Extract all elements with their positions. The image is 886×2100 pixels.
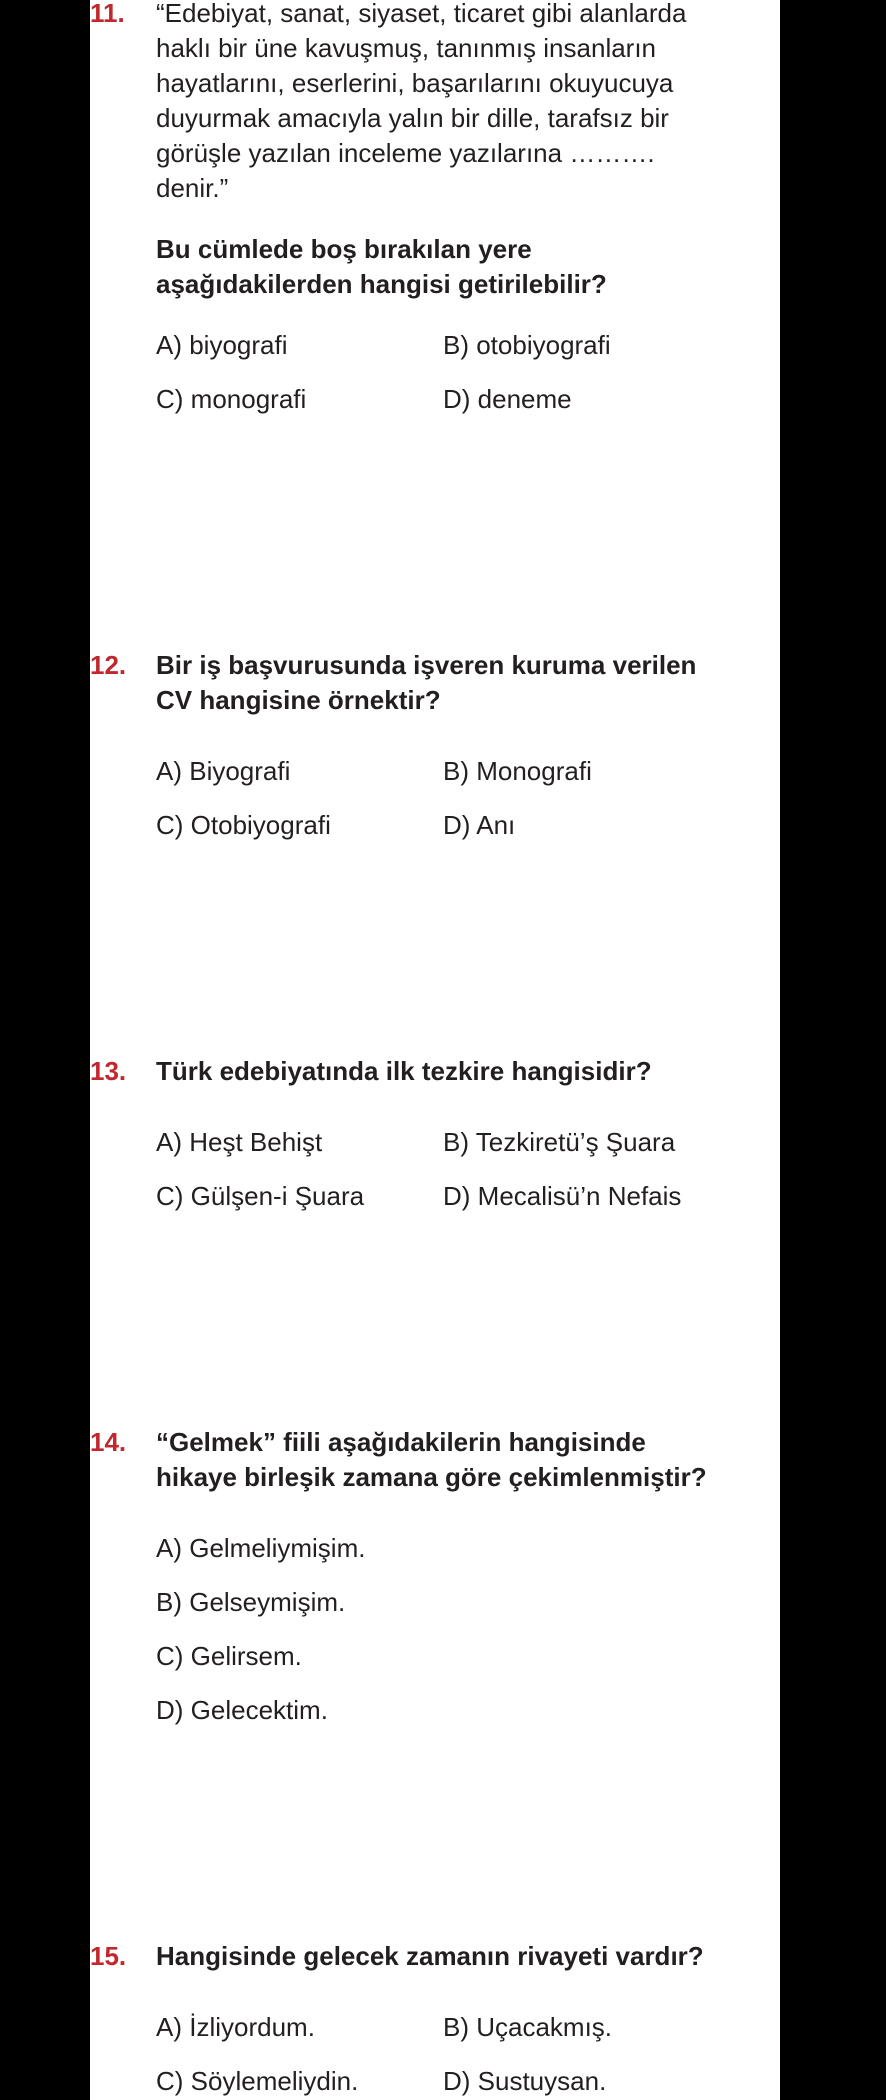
option-d[interactable]: D) Gelecektim. [156,1695,328,1725]
question-number: 12. [90,650,127,680]
passage-line: duyurmak amacıyla yalın bir dille, tarafsız bir [156,103,669,133]
question-prompt: aşağıdakilerden hangisi getirilebilir? [156,269,607,299]
option-c[interactable]: C) monografi [156,384,307,414]
passage-line: hayatlarını, eserlerini, başarılarını okuyucuya [156,68,674,98]
option-b[interactable]: B) otobiyografi [443,330,611,360]
option-a[interactable]: A) Biyografi [156,756,291,786]
option-c[interactable]: C) Gelirsem. [156,1641,302,1671]
question-body [156,648,780,840]
option-a[interactable]: A) Gelmeliymişim. [156,1533,366,1563]
question-prompt: Hangisinde gelecek zamanın rivayeti vardır? [156,1941,704,1971]
option-d[interactable]: D) deneme [443,384,572,414]
question-body [156,0,780,417]
option-d[interactable]: D) Mecalisü’n Nefais [443,1181,682,1211]
passage-line: görüşle yazılan inceleme yazılarına ………. [156,138,655,168]
question-number: 11. [90,0,125,28]
option-b[interactable]: B) Uçacakmış. [443,2012,613,2042]
option-c[interactable]: C) Söylemeliydin. [156,2066,359,2096]
option-a[interactable]: A) biyografi [156,330,288,360]
question-number: 15. [90,1941,127,1971]
question-body [156,1939,780,2096]
question-prompt: Bir iş başvurusunda işveren kuruma verilen [156,650,697,680]
question-prompt: “Gelmek” fiili aşağıdakilerin hangisinde [156,1427,646,1457]
question-number: 13. [90,1056,127,1086]
question-body [156,1054,780,1211]
option-b[interactable]: B) Tezkiretü’ş Şuara [443,1127,676,1157]
question-prompt: Türk edebiyatında ilk tezkire hangisidir? [156,1056,652,1086]
passage-line: denir.” [156,173,229,203]
option-a[interactable]: A) Heşt Behişt [156,1127,323,1157]
passage-line: haklı bir üne kavuşmuş, tanınmış insanların [156,33,657,63]
question-number: 14. [90,1427,127,1457]
question-prompt: CV hangisine örnektir? [156,685,441,715]
option-b[interactable]: B) Gelseymişim. [156,1587,346,1617]
option-c[interactable]: C) Gülşen-i Şuara [156,1181,365,1211]
option-d[interactable]: D) Sustuysan. [443,2066,607,2096]
question-prompt: hikaye birleşik zamana göre çekimlenmiştir? [156,1462,707,1492]
option-d[interactable]: D) Anı [443,810,516,840]
passage-line: “Edebiyat, sanat, siyaset, ticaret gibi alanlarda [156,0,687,28]
option-c[interactable]: C) Otobiyografi [156,810,331,840]
option-b[interactable]: B) Monografi [443,756,592,786]
worksheet-page [90,0,780,2100]
question-prompt: Bu cümlede boş bırakılan yere [156,234,532,264]
question-body [156,1425,780,1725]
option-a[interactable]: A) İzliyordum. [156,2012,315,2042]
